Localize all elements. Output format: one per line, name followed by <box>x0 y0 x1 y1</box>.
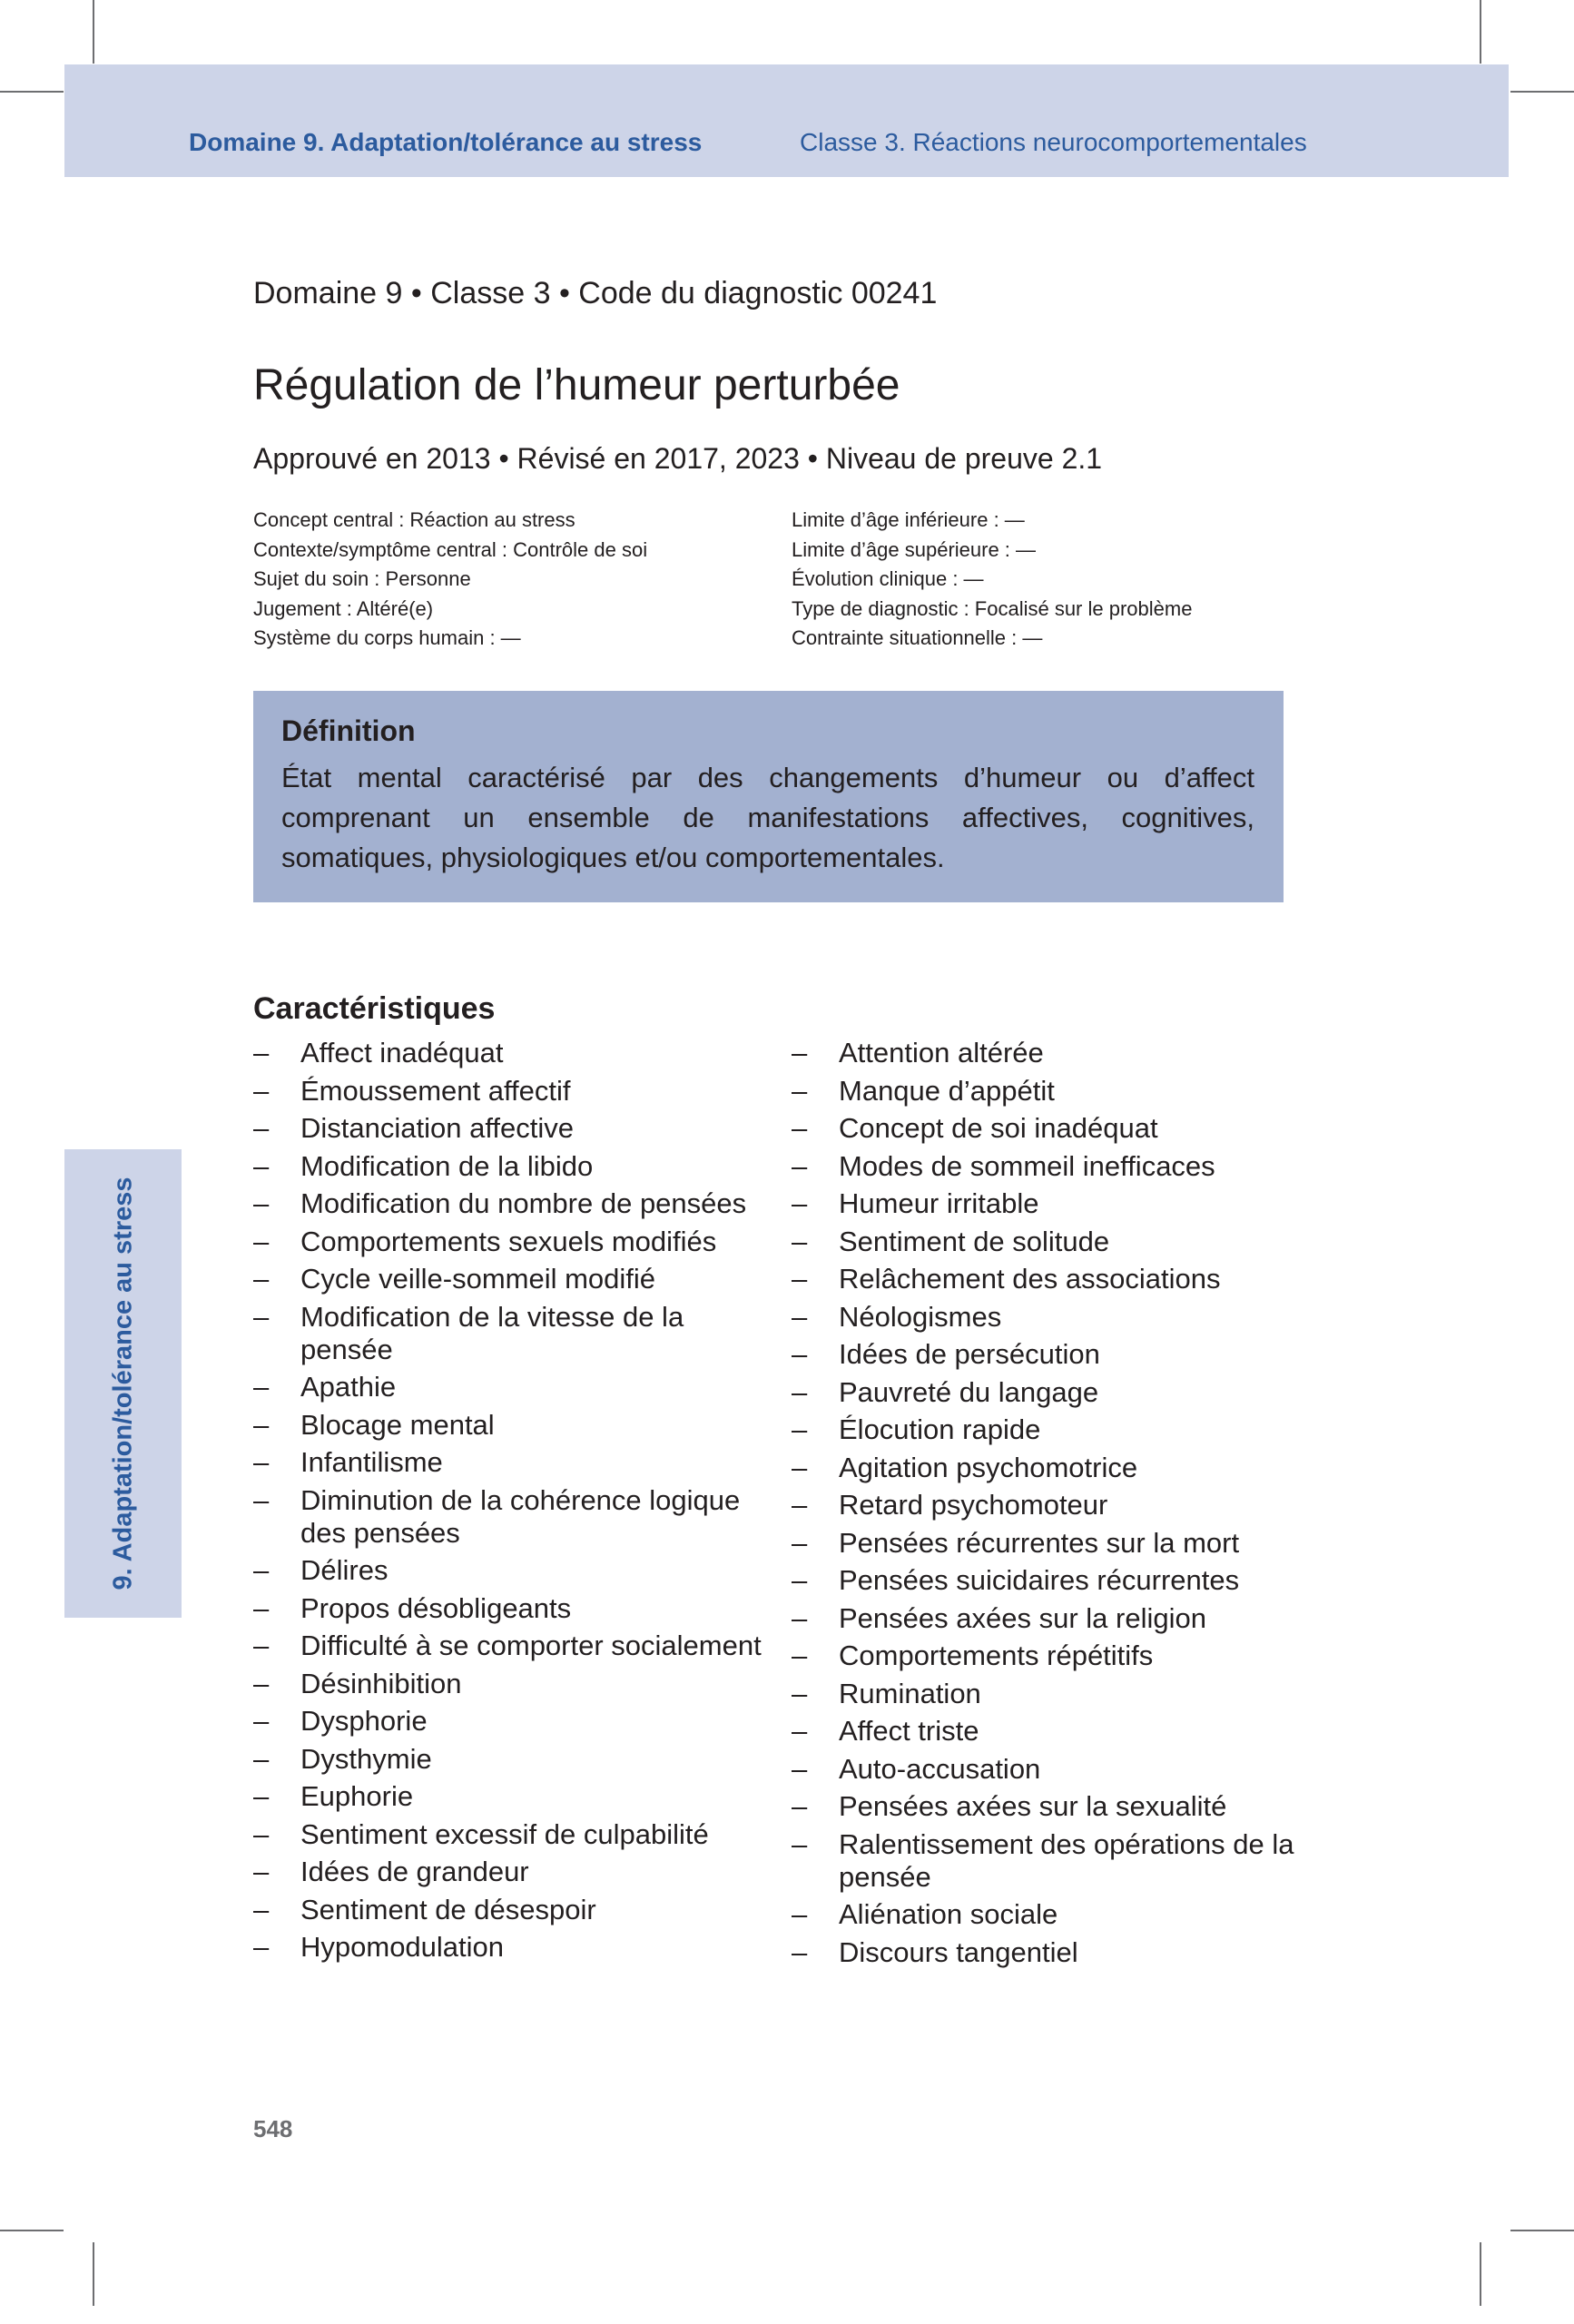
crop-mark <box>0 91 64 93</box>
list-item: – Humeur irritable <box>792 1187 1300 1220</box>
list-item: – Idées de grandeur <box>253 1856 762 1888</box>
page-number: 548 <box>253 2115 293 2142</box>
running-header <box>64 64 1509 177</box>
side-tab-label: 9. Adaptation/tolérance au stress <box>108 1177 137 1590</box>
meta-item: Concept central : Réaction au stress <box>253 508 575 531</box>
list-item: – Infantilisme <box>253 1446 762 1479</box>
meta-item: Sujet du soin : Personne <box>253 567 471 590</box>
characteristics-list-right <box>792 1037 1300 1974</box>
list-item: – Désinhibition <box>253 1668 762 1700</box>
list-item: – Sentiment de solitude <box>792 1226 1300 1258</box>
list-item: – Comportements répétitifs <box>792 1640 1300 1672</box>
meta-item: Jugement : Altéré(e) <box>253 596 434 620</box>
crop-mark <box>93 2242 94 2306</box>
list-item: – Difficulté à se comporter socialement <box>253 1630 762 1662</box>
list-item: – Hypomodulation <box>253 1931 762 1964</box>
crop-mark <box>1480 0 1481 64</box>
side-tab <box>64 1149 182 1618</box>
list-item: – Pensées axées sur la sexualité <box>792 1790 1300 1823</box>
crop-mark <box>1480 2242 1481 2306</box>
characteristics-title: Caractéristiques <box>253 991 496 1026</box>
list-item: – Cycle veille-sommeil modifié <box>253 1263 762 1295</box>
approval-line: Approuvé en 2013 • Révisé en 2017, 2023 • Niveau de preuve 2.1 <box>253 442 1103 475</box>
list-item: – Agitation psychomotrice <box>792 1452 1300 1484</box>
list-item: – Diminution de la cohérence logique des pensées <box>253 1484 762 1550</box>
header-domain: Domaine 9. Adaptation/tolérance au stress <box>189 128 703 156</box>
list-item: – Délires <box>253 1554 762 1587</box>
list-item: – Pauvreté du langage <box>792 1376 1300 1409</box>
definition-title: Définition <box>281 714 416 747</box>
list-item: – Élocution rapide <box>792 1413 1300 1446</box>
meta-item: Limite d’âge inférieure : — <box>792 508 1025 531</box>
list-item: – Modes de sommeil inefficaces <box>792 1150 1300 1183</box>
list-item: – Comportements sexuels modifiés <box>253 1226 762 1258</box>
list-item: – Manque d’appétit <box>792 1075 1300 1108</box>
header-class: Classe 3. Réactions neurocomportementales <box>800 128 1307 156</box>
list-item: – Ralentissement des opérations de la pensée <box>792 1828 1300 1894</box>
list-item: – Affect inadéquat <box>253 1037 762 1069</box>
crop-mark <box>0 2230 64 2231</box>
list-item: – Sentiment excessif de culpabilité <box>253 1818 762 1851</box>
crop-mark <box>93 0 94 64</box>
list-item: – Attention altérée <box>792 1037 1300 1069</box>
list-item: – Euphorie <box>253 1780 762 1813</box>
list-item: – Discours tangentiel <box>792 1936 1300 1969</box>
list-item: – Pensées suicidaires récurrentes <box>792 1564 1300 1597</box>
metadata-right <box>792 506 1192 654</box>
list-item: – Relâchement des associations <box>792 1263 1300 1295</box>
list-item: – Rumination <box>792 1678 1300 1710</box>
list-item: – Émoussement affectif <box>253 1075 762 1108</box>
list-item: – Distanciation affective <box>253 1112 762 1145</box>
crop-mark <box>1510 2230 1574 2231</box>
list-item: – Idées de persécution <box>792 1338 1300 1371</box>
list-item: – Blocage mental <box>253 1409 762 1442</box>
list-item: – Concept de soi inadéquat <box>792 1112 1300 1145</box>
list-item: – Modification de la vitesse de la pensée <box>253 1301 762 1366</box>
list-item: – Dysthymie <box>253 1743 762 1776</box>
crop-mark <box>1510 91 1574 93</box>
list-item: – Retard psychomoteur <box>792 1489 1300 1521</box>
meta-item: Contrainte situationnelle : — <box>792 626 1043 649</box>
list-item: – Auto-accusation <box>792 1753 1300 1786</box>
meta-item: Système du corps humain : — <box>253 626 521 649</box>
definition-box <box>253 691 1284 902</box>
diagnosis-code-line: Domaine 9 • Classe 3 • Code du diagnostic 00241 <box>253 276 938 310</box>
list-item: – Affect triste <box>792 1715 1300 1748</box>
meta-item: Contexte/symptôme central : Contrôle de soi <box>253 537 648 561</box>
meta-item: Limite d’âge supérieure : — <box>792 537 1037 561</box>
characteristics-list-left <box>253 1037 762 1969</box>
list-item: – Apathie <box>253 1371 762 1403</box>
list-item: – Pensées récurrentes sur la mort <box>792 1527 1300 1560</box>
list-item: – Néologismes <box>792 1301 1300 1334</box>
list-item: – Dysphorie <box>253 1705 762 1738</box>
list-item: – Modification du nombre de pensées <box>253 1187 762 1220</box>
list-item: – Aliénation sociale <box>792 1898 1300 1931</box>
definition-text: État mental caractérisé par des changements d’humeur ou d’affect comprenant un ensemble de manifestations affectives, cognitives, somatiques, physiologiques et/ou comportementales. <box>281 762 1254 873</box>
meta-item: Type de diagnostic : Focalisé sur le problème <box>792 596 1193 620</box>
list-item: – Pensées axées sur la religion <box>792 1602 1300 1635</box>
list-item: – Sentiment de désespoir <box>253 1894 762 1926</box>
list-item: – Propos désobligeants <box>253 1592 762 1625</box>
metadata-left <box>253 506 647 654</box>
list-item: – Modification de la libido <box>253 1150 762 1183</box>
diagnosis-title: Régulation de l’humeur perturbée <box>253 361 900 409</box>
meta-item: Évolution clinique : — <box>792 567 984 590</box>
